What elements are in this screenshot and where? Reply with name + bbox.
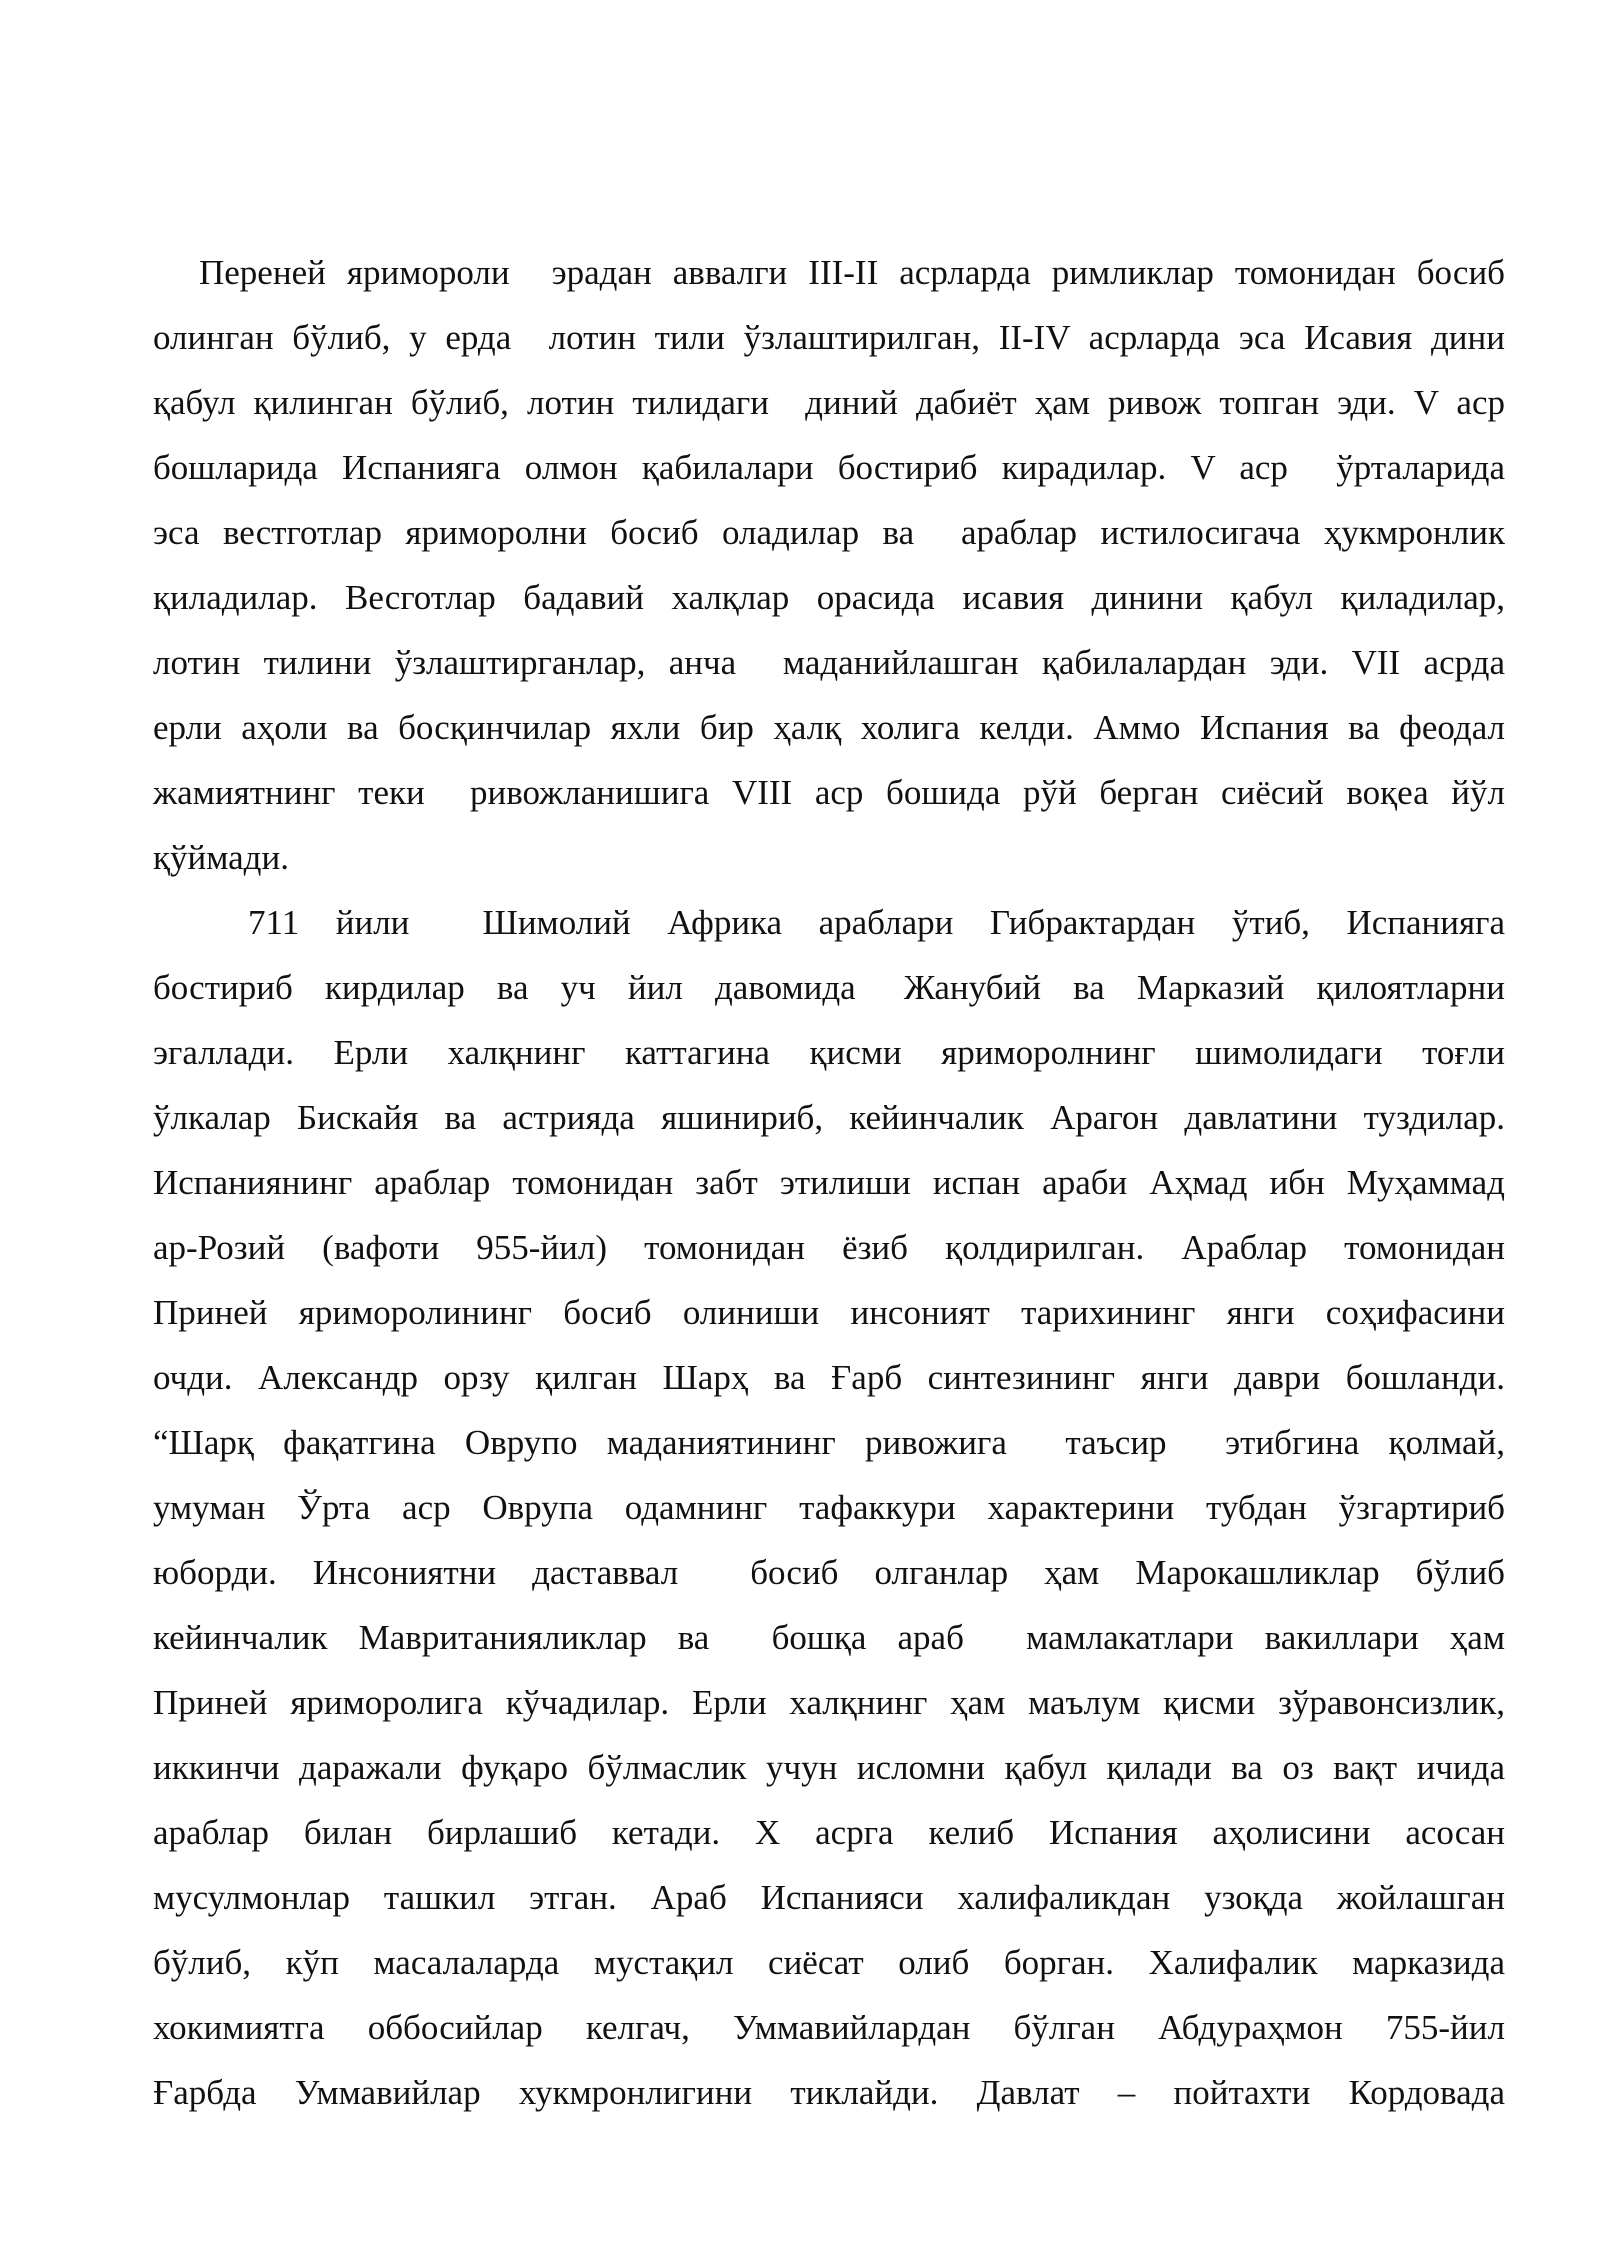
text-line: ўлкалар Бискайя ва астрияда яшинириб, кейинчалик Арагон давлатини туздилар.	[153, 1098, 1505, 1137]
text-line: эса вестготлар яриморолни босиб оладилар ва араблар истилосигача ҳукмронлик	[153, 513, 1505, 552]
text-line: ерли аҳоли ва босқинчилар яхли бир ҳалқ холига келди. Аммо Испания ва феодал	[153, 708, 1505, 747]
paragraph-1	[153, 240, 1505, 890]
text-line: қиладилар. Весготлар бадавий халқлар орасида исавия динини қабул қиладилар,	[153, 578, 1505, 617]
text-line: умуман Ўрта аср Оврупа одамнинг тафаккури характерини тубдан ўзгартириб	[153, 1488, 1505, 1527]
document-body	[153, 240, 1505, 2125]
text-line: Переней яримороли эрадан аввалги III-II асрларда римликлар томонидан босиб	[199, 253, 1505, 292]
text-line: қабул қилинган бўлиб, лотин тилидаги диний дабиёт ҳам ривож топган эди. V аср	[153, 383, 1505, 422]
text-line: очди. Александр орзу қилган Шарҳ ва Ғарб синтезининг янги даври бошланди.	[153, 1358, 1505, 1397]
text-line: “Шарқ фақатгина Оврупо маданиятининг ривожига таъсир этибгина қолмай,	[153, 1423, 1505, 1462]
paragraph-2	[153, 890, 1505, 2125]
text-line: Испаниянинг араблар томонидан забт этилиши испан араби Аҳмад ибн Муҳаммад	[153, 1163, 1505, 1202]
text-line: ар-Розий (вафоти 955-йил) томонидан ёзиб қолдирилган. Араблар томонидан	[153, 1228, 1505, 1267]
text-line: хокимиятга оббосийлар келгач, Уммавийлардан бўлган Абдураҳмон 755-йил	[153, 2008, 1505, 2047]
text-line: бостириб кирдилар ва уч йил давомида Жанубий ва Марказий қилоятларни	[153, 968, 1505, 1007]
text-line: Приней яриморолига кўчадилар. Ерли халқнинг ҳам маълум қисми зўравонсизлик,	[153, 1683, 1505, 1722]
text-line: араблар билан бирлашиб кетади. X асрга келиб Испания аҳолисини асосан	[153, 1813, 1505, 1852]
text-line: иккинчи даражали фуқаро бўлмаслик учун исломни қабул қилади ва оз вақт ичида	[153, 1748, 1505, 1787]
text-line: кейинчалик Мавританияликлар ва бошқа араб мамлакатлари вакиллари ҳам	[153, 1618, 1505, 1657]
text-line: жамиятнинг теки ривожланишига VIII аср бошида рўй берган сиёсий воқеа йўл	[153, 773, 1505, 812]
text-line: Ғарбда Уммавийлар хукмронлигини тиклайди. Давлат – пойтахти Кордовада	[153, 2073, 1505, 2112]
text-line: эгаллади. Ерли халқнинг каттагина қисми яриморолнинг шимолидаги тоғли	[153, 1033, 1505, 1072]
text-line: мусулмонлар ташкил этган. Араб Испанияси халифаликдан узоқда жойлашган	[153, 1878, 1505, 1917]
text-line: Приней яриморолининг босиб олиниши инсоният тарихининг янги соҳифасини	[153, 1293, 1505, 1332]
text-line: юборди. Инсониятни даставвал босиб олганлар ҳам Марокашликлар бўлиб	[153, 1553, 1505, 1592]
text-line: қўймади.	[153, 838, 289, 877]
text-line: лотин тилини ўзлаштирганлар, анча маданийлашган қабилалардан эди. VII асрда	[153, 643, 1505, 682]
text-line: бошларида Испанияга олмон қабилалари бостириб кирадилар. V аср ўрталарида	[153, 448, 1505, 487]
text-line: бўлиб, кўп масалаларда мустақил сиёсат олиб борган. Халифалик марказида	[153, 1943, 1505, 1982]
text-line: олинган бўлиб, у ерда лотин тили ўзлаштирилган, II-IV асрларда эса Исавия дини	[153, 318, 1505, 357]
text-line: 711 йили Шимолий Африка араблари Гибрактардан ўтиб, Испанияга	[248, 903, 1505, 942]
